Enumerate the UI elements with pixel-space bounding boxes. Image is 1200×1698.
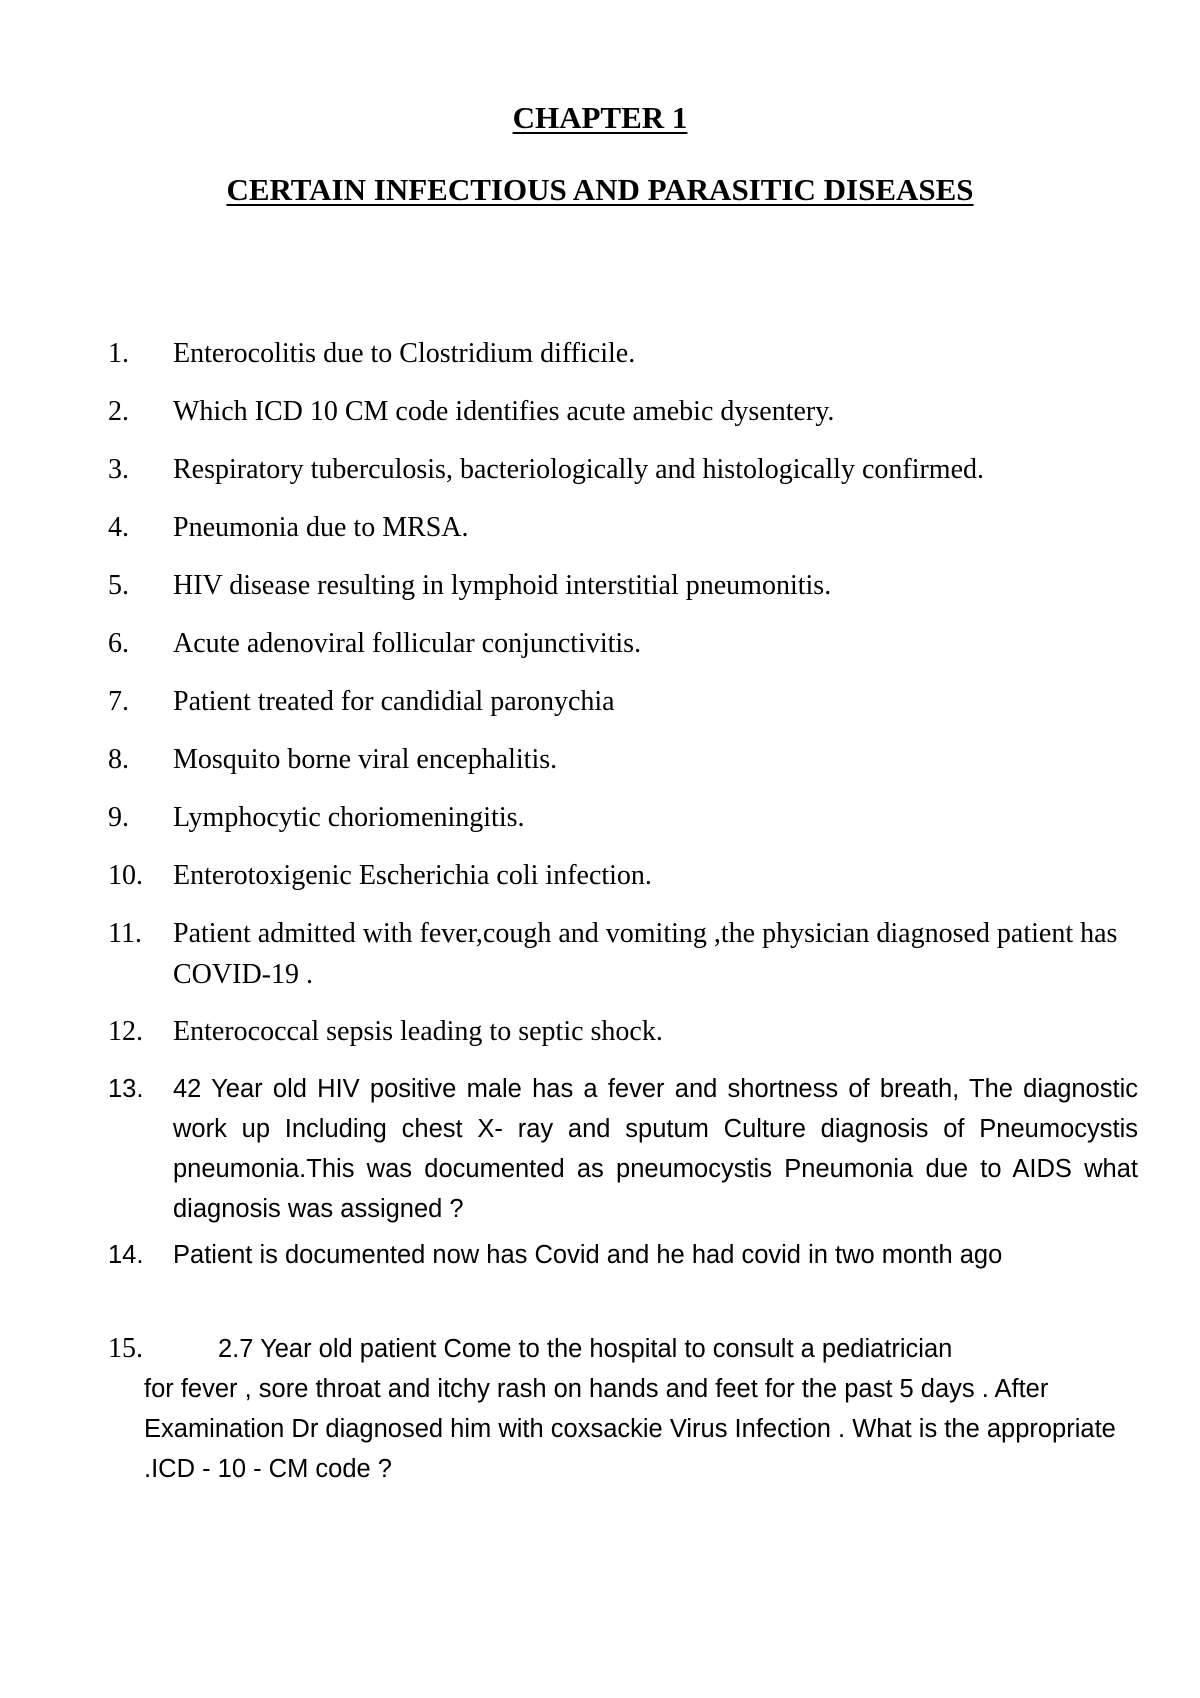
item-number: 9. — [108, 802, 129, 833]
item-number: 13. — [108, 1075, 144, 1103]
item-text: Pneumonia due to MRSA. — [173, 512, 469, 543]
item-number: 14. — [108, 1241, 144, 1269]
list-item — [108, 681, 1138, 722]
item-number: 1. — [108, 338, 129, 369]
list-item — [108, 623, 1138, 664]
item-text: Lymphocytic choriomeningitis. — [173, 802, 525, 833]
list-item — [108, 1011, 1138, 1052]
chapter-subtitle: CERTAIN INFECTIOUS AND PARASITIC DISEASES — [226, 172, 974, 207]
item-text: for fever , sore throat and itchy rash on hands and feet for the past 5 days . After Examination Dr diagnosed him with coxsackie Virus Infection . What is the appropriate .ICD - 10 - CM code ? — [144, 1375, 1116, 1483]
item-text: 42 Year old HIV positive male has a fever and shortness of breath, The diagnostic work up Including chest X- ray and sputum Culture diagnosis of Pneumocystis pneumonia.This was documented as pneumocystis Pneumonia due to AIDS what diagnosis was assigned ? — [173, 1075, 1138, 1223]
list-item — [108, 1235, 1138, 1275]
item-text: Enterococcal sepsis leading to septic shock. — [173, 1016, 663, 1047]
item-number: 7. — [108, 686, 129, 717]
list-item — [108, 739, 1138, 780]
item-number: 10. — [108, 860, 143, 891]
list-item — [108, 1329, 1138, 1489]
item-number: 3. — [108, 454, 129, 485]
chapter-title: CHAPTER 1 — [512, 100, 688, 135]
list-item — [108, 391, 1138, 432]
item-text: Patient is documented now has Covid and he had covid in two month ago — [173, 1241, 1003, 1269]
item-number: 2. — [108, 396, 129, 427]
list-item — [108, 565, 1138, 606]
item-text-first-line: 2.7 Year old patient Come to the hospital to consult a pediatrician — [218, 1335, 953, 1363]
item-number: 6. — [108, 628, 129, 659]
item-text: Patient admitted with fever,cough and vomiting ,the physician diagnosed patient has COVID-19 . — [173, 918, 1118, 990]
item-text: Acute adenoviral follicular conjunctivitis. — [173, 628, 642, 659]
list-item — [108, 449, 1138, 490]
list-item — [108, 913, 1138, 995]
list-item — [108, 855, 1138, 896]
item-text: Patient treated for candidial paronychia — [173, 686, 615, 717]
item-number: 12. — [108, 1016, 143, 1047]
item-text: Respiratory tuberculosis, bacteriologically and histologically confirmed. — [173, 454, 985, 485]
item-text: Mosquito borne viral encephalitis. — [173, 744, 558, 775]
item-number: 15. — [108, 1333, 143, 1364]
item-text: Which ICD 10 CM code identifies acute amebic dysentery. — [173, 396, 835, 427]
item-text: Enterocolitis due to Clostridium difficile. — [173, 338, 636, 369]
item-text: Enterotoxigenic Escherichia coli infection. — [173, 860, 652, 891]
item-number: 8. — [108, 744, 129, 775]
list-item — [108, 507, 1138, 548]
list-item — [108, 333, 1138, 374]
list-item — [108, 797, 1138, 838]
item-text: HIV disease resulting in lymphoid interstitial pneumonitis. — [173, 570, 832, 601]
list-item — [108, 1069, 1138, 1229]
item-number: 5. — [108, 570, 129, 601]
item-number: 4. — [108, 512, 129, 543]
item-number: 11. — [108, 918, 142, 949]
